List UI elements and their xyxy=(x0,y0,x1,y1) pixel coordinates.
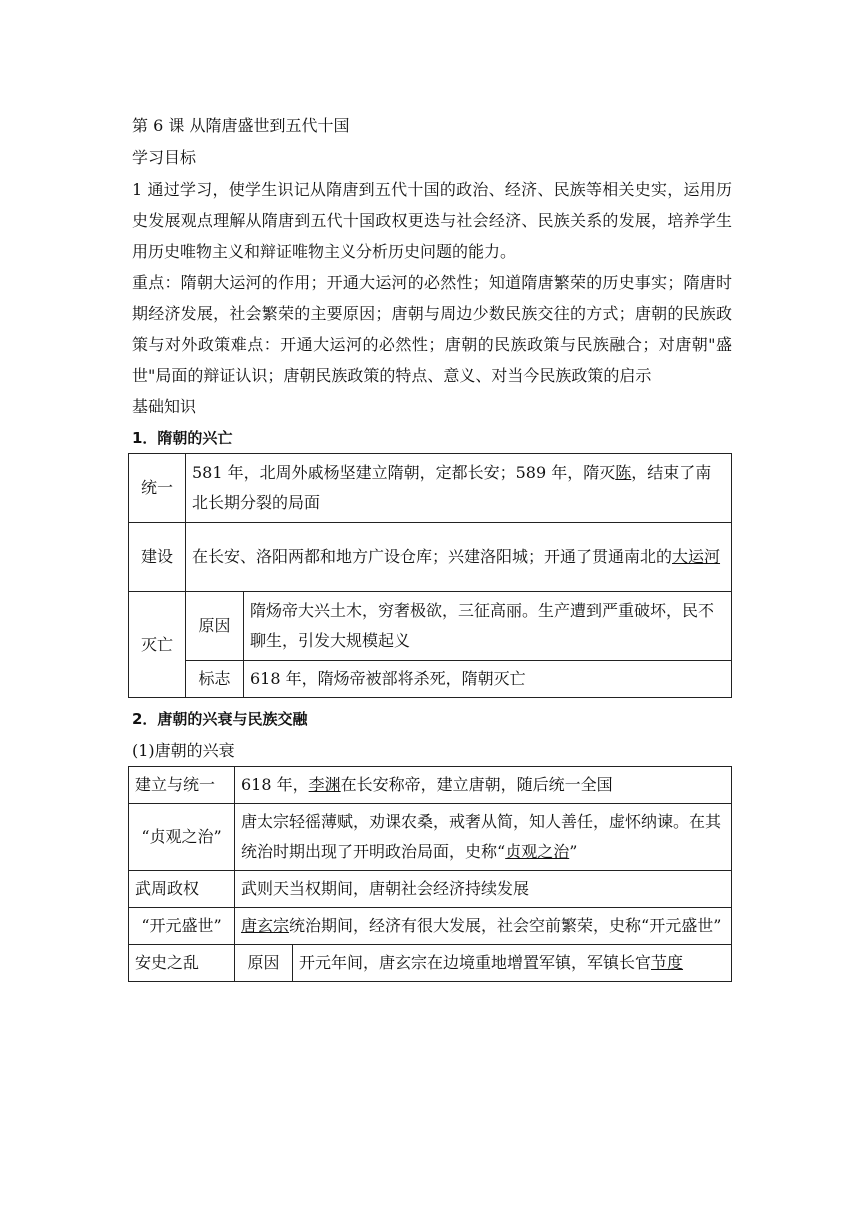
row-label-kaiyuan: “开元盛世” xyxy=(129,908,235,945)
row-label-unify: 统一 xyxy=(129,454,186,523)
table-row xyxy=(129,945,732,982)
section2-heading: 2．唐朝的兴衰与民族交融 xyxy=(132,710,308,728)
row-label-sign: 标志 xyxy=(186,661,244,698)
table-row xyxy=(129,871,732,908)
table-row xyxy=(129,592,732,661)
objectives-heading: 学习目标 xyxy=(132,148,197,167)
table-row xyxy=(129,804,732,871)
row-label-fall: 灭亡 xyxy=(129,592,186,698)
row-label-zhenguan: “贞观之治” xyxy=(129,804,235,871)
row-label-found: 建立与统一 xyxy=(129,767,235,804)
section1-heading: 1．隋朝的兴亡 xyxy=(132,429,233,447)
row-text-sign: 618 年，隋炀帝被部将杀死，隋朝灭亡 xyxy=(244,661,732,698)
row-text-wuzhou: 武则天当权期间，唐朝社会经济持续发展 xyxy=(235,871,732,908)
section2-subheading: (1)唐朝的兴衰 xyxy=(132,741,235,760)
row-text-anshi-cause: 开元年间，唐玄宗在边境重地增置军镇，军镇长官节度 xyxy=(293,945,732,982)
sui-dynasty-table xyxy=(128,453,732,698)
row-text-found: 618 年，李渊在长安称帝，建立唐朝，随后统一全国 xyxy=(235,767,732,804)
row-text-cause: 隋炀帝大兴土木，穷奢极欲，三征高丽。生产遭到严重破坏，民不聊生，引发大规模起义 xyxy=(244,592,732,661)
row-label-anshi-cause: 原因 xyxy=(235,945,293,982)
row-label-cause: 原因 xyxy=(186,592,244,661)
table-row xyxy=(129,908,732,945)
table-row xyxy=(129,661,732,698)
table-row xyxy=(129,454,732,523)
document-page xyxy=(132,112,732,982)
tang-dynasty-table xyxy=(128,766,732,982)
row-label-wuzhou: 武周政权 xyxy=(129,871,235,908)
objective-paragraph: 1 通过学习，使学生识记从隋唐到五代十国的政治、经济、民族等相关史实，运用历史发展观点理解从隋唐到五代十国政权更迭与社会经济、民族关系的发展，培养学生用历史唯物主义和辩证唯物主义分析历史问题的能力。 xyxy=(132,180,732,261)
table-row xyxy=(129,523,732,592)
key-points-paragraph: 重点：隋朝大运河的作用；开通大运河的必然性；知道隋唐繁荣的历史事实；隋唐时期经济发展，社会繁荣的主要原因；唐朝与周边少数民族交往的方式；唐朝的民族政策与对外政策难点：开通大运河的必然性；唐朝的民族政策与民族融合；对唐朝"盛世"局面的辩证认识；唐朝民族政策的特点、意义、对当今民族政策的启示 xyxy=(132,273,732,385)
row-text-kaiyuan: 唐玄宗统治期间，经济有很大发展，社会空前繁荣，史称“开元盛世” xyxy=(235,908,732,945)
row-text-build: 在长安、洛阳两都和地方广设仓库；兴建洛阳城；开通了贯通南北的大运河 xyxy=(186,523,732,592)
basics-heading: 基础知识 xyxy=(132,397,197,416)
lesson-title: 第 6 课 从隋唐盛世到五代十国 xyxy=(132,116,350,135)
table-row xyxy=(129,767,732,804)
row-text-zhenguan: 唐太宗轻徭薄赋，劝课农桑，戒奢从简，知人善任，虚怀纳谏。在其统治时期出现了开明政治局面，史称“贞观之治” xyxy=(235,804,732,871)
row-label-build: 建设 xyxy=(129,523,186,592)
row-text-unify: 581 年，北周外戚杨坚建立隋朝，定都长安；589 年，隋灭陈，结束了南北长期分裂的局面 xyxy=(186,454,732,523)
row-label-anshi: 安史之乱 xyxy=(129,945,235,982)
